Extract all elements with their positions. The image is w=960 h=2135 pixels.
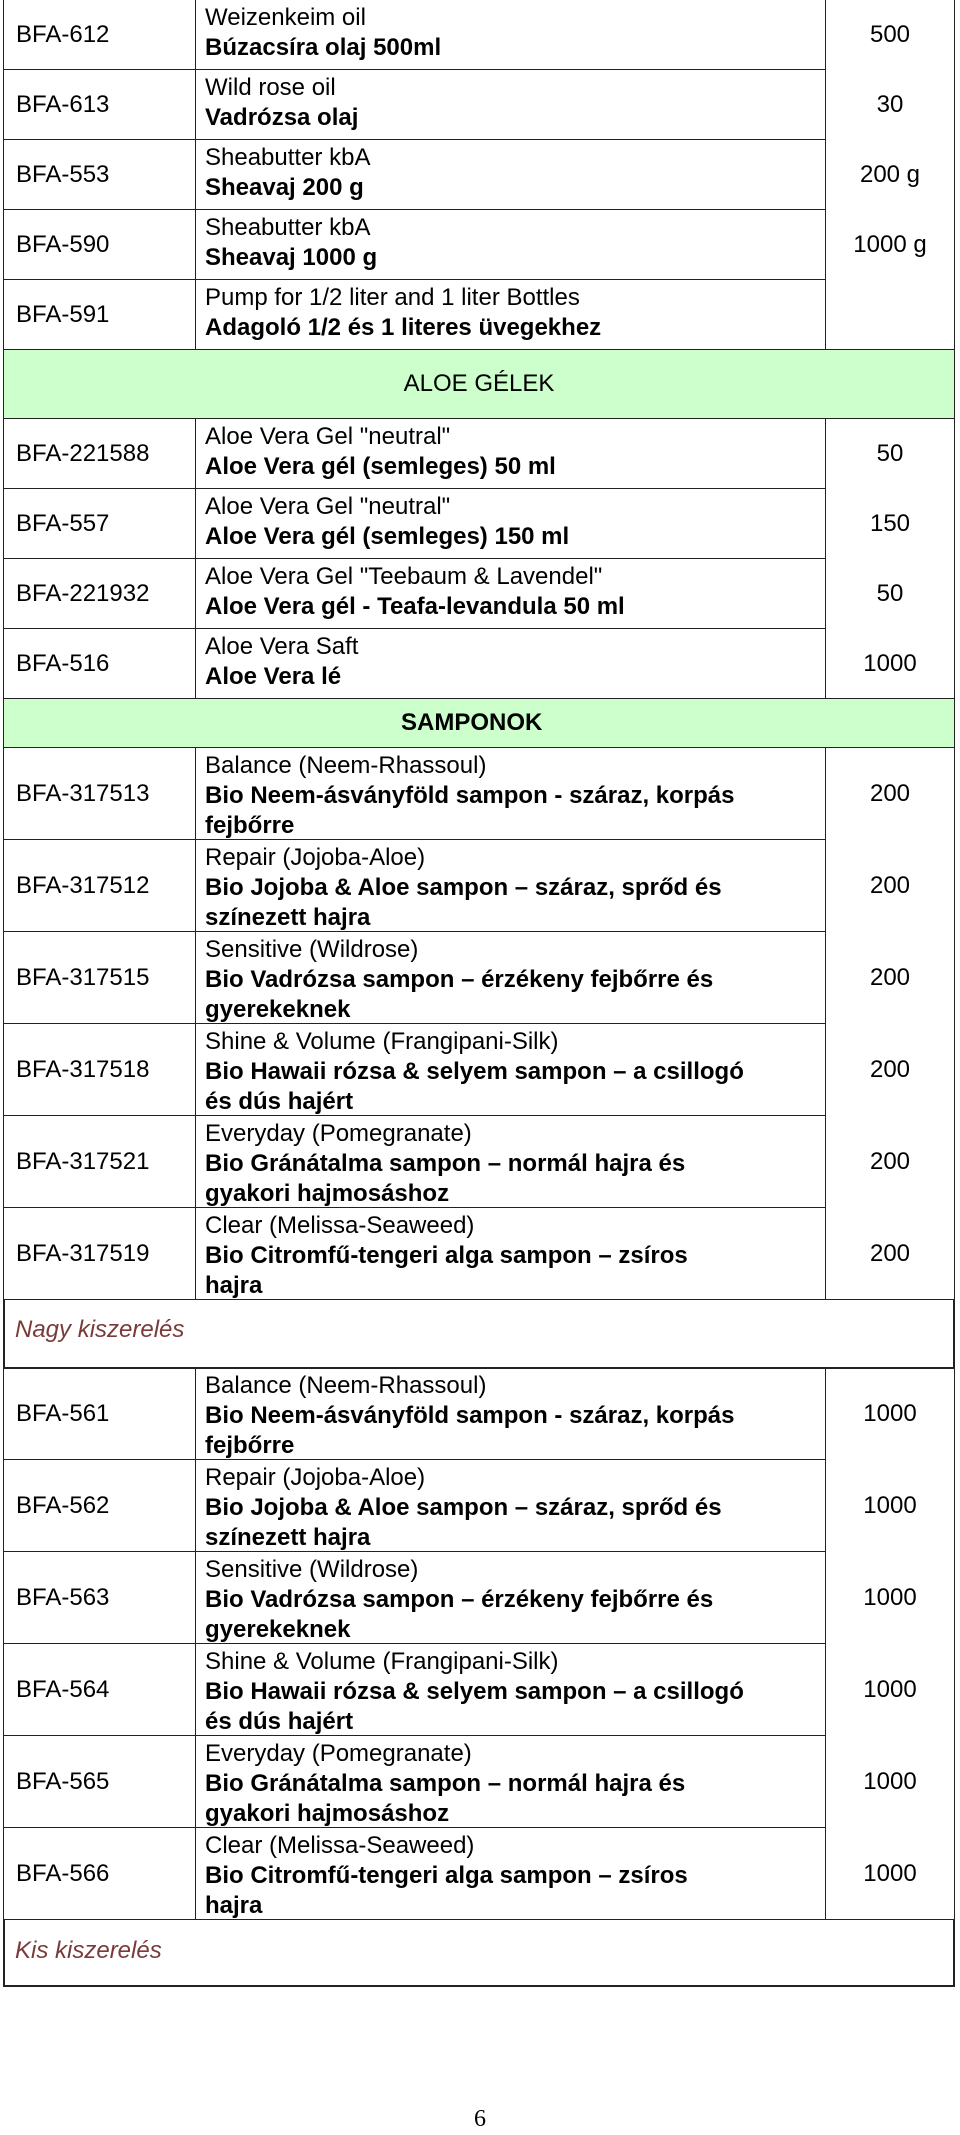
product-name-original: Sensitive (Wildrose) bbox=[205, 1556, 419, 1583]
product-name-hungarian: Aloe Vera gél (semleges) 50 ml bbox=[205, 453, 556, 480]
product-name-original: Sheabutter kbA bbox=[205, 144, 371, 171]
product-description bbox=[196, 419, 825, 489]
product-name-hungarian: Bio Citromfű-tengeri alga sampon – zsíros bbox=[205, 1862, 688, 1889]
product-name-hungarian-cont: színezett hajra bbox=[205, 1524, 371, 1551]
product-description bbox=[196, 1116, 825, 1208]
product-name-hungarian: Bio Neem-ásványföld sampon - száraz, korpás bbox=[205, 1402, 735, 1429]
product-size: 200 bbox=[825, 932, 955, 1024]
product-size: 1000 bbox=[825, 1828, 955, 1920]
product-code: BFA-565 bbox=[3, 1736, 196, 1828]
product-name-hungarian: Sheavaj 1000 g bbox=[205, 244, 378, 271]
product-description bbox=[196, 932, 825, 1024]
product-name-hungarian-cont: és dús hajért bbox=[205, 1708, 354, 1735]
product-code: BFA-317519 bbox=[3, 1208, 196, 1300]
product-size: 200 bbox=[825, 1024, 955, 1116]
product-name-hungarian: Aloe Vera gél - Teafa-levandula 50 ml bbox=[205, 593, 625, 620]
table-row bbox=[3, 1368, 955, 1460]
product-name-original: Pump for 1/2 liter and 1 liter Bottles bbox=[205, 284, 580, 311]
product-name-hungarian-cont: gyakori hajmosáshoz bbox=[205, 1800, 450, 1827]
product-name-hungarian: Bio Hawaii rózsa & selyem sampon – a csillogó bbox=[205, 1678, 744, 1705]
product-code: BFA-317515 bbox=[3, 932, 196, 1024]
section-note-small: Kis kiszerelés bbox=[15, 1937, 162, 1964]
product-description bbox=[196, 559, 825, 629]
table-row bbox=[3, 748, 955, 840]
product-description bbox=[196, 1644, 825, 1736]
product-code: BFA-591 bbox=[3, 280, 196, 350]
product-name-hungarian-cont: fejbőrre bbox=[205, 812, 295, 839]
product-code: BFA-563 bbox=[3, 1552, 196, 1644]
product-name-hungarian: Bio Vadrózsa sampon – érzékeny fejbőrre és bbox=[205, 1586, 714, 1613]
product-name-original: Aloe Vera Gel "Teebaum & Lavendel" bbox=[205, 563, 603, 590]
product-code: BFA-553 bbox=[3, 140, 196, 210]
product-description bbox=[196, 629, 825, 699]
product-description bbox=[196, 1024, 825, 1116]
product-name-original: Sheabutter kbA bbox=[205, 214, 371, 241]
product-name-hungarian: Bio Neem-ásványföld sampon - száraz, korpás bbox=[205, 782, 735, 809]
product-description bbox=[196, 140, 825, 210]
product-code: BFA-564 bbox=[3, 1644, 196, 1736]
product-code: BFA-221588 bbox=[3, 419, 196, 489]
product-code: BFA-317512 bbox=[3, 840, 196, 932]
table-row bbox=[3, 489, 955, 559]
product-description bbox=[196, 0, 825, 70]
table-row bbox=[3, 1460, 955, 1552]
product-code: BFA-516 bbox=[3, 629, 196, 699]
product-name-original: Everyday (Pomegranate) bbox=[205, 1740, 472, 1767]
product-size: 1000 bbox=[825, 1368, 955, 1460]
table-row bbox=[3, 1024, 955, 1116]
table-row bbox=[3, 419, 955, 489]
product-size: 1000 bbox=[825, 1736, 955, 1828]
table-row bbox=[3, 629, 955, 699]
product-name-original: Balance (Neem-Rhassoul) bbox=[205, 752, 487, 779]
product-name-original: Aloe Vera Gel "neutral" bbox=[205, 493, 451, 520]
product-code: BFA-317513 bbox=[3, 748, 196, 840]
table-row bbox=[3, 0, 955, 70]
product-size: 1000 bbox=[825, 629, 955, 699]
product-code: BFA-557 bbox=[3, 489, 196, 559]
product-description bbox=[196, 1736, 825, 1828]
product-size: 200 bbox=[825, 1208, 955, 1300]
section-title: SAMPONOK bbox=[401, 709, 543, 736]
product-name-hungarian: Aloe Vera lé bbox=[205, 663, 342, 690]
product-size: 50 bbox=[825, 419, 955, 489]
product-size: 30 bbox=[825, 70, 955, 140]
table-row bbox=[3, 1644, 955, 1736]
product-name-original: Shine & Volume (Frangipani-Silk) bbox=[205, 1648, 559, 1675]
section-note-large: Nagy kiszerelés bbox=[15, 1316, 185, 1343]
table-row bbox=[3, 1552, 955, 1644]
product-description bbox=[196, 1828, 825, 1920]
frame-line bbox=[3, 1920, 5, 1986]
table-row bbox=[3, 932, 955, 1024]
product-name-original: Aloe Vera Saft bbox=[205, 633, 359, 660]
product-size: 1000 bbox=[825, 1460, 955, 1552]
product-code: BFA-317521 bbox=[3, 1116, 196, 1208]
table-row bbox=[3, 559, 955, 629]
product-name-original: Repair (Jojoba-Aloe) bbox=[205, 844, 426, 871]
product-description bbox=[196, 70, 825, 140]
product-name-hungarian-cont: gyakori hajmosáshoz bbox=[205, 1180, 450, 1207]
product-name-hungarian: Sheavaj 200 g bbox=[205, 174, 364, 201]
product-name-hungarian: Bio Citromfű-tengeri alga sampon – zsíros bbox=[205, 1242, 688, 1269]
product-name-hungarian: Bio Jojoba & Aloe sampon – száraz, sprőd és bbox=[205, 1494, 722, 1521]
product-name-hungarian-cont: hajra bbox=[205, 1272, 263, 1299]
product-description bbox=[196, 840, 825, 932]
product-code: BFA-612 bbox=[3, 0, 196, 70]
product-name-original: Aloe Vera Gel "neutral" bbox=[205, 423, 451, 450]
product-name-hungarian-cont: fejbőrre bbox=[205, 1432, 295, 1459]
product-name-hungarian: Bio Gránátalma sampon – normál hajra és bbox=[205, 1770, 686, 1797]
product-name-hungarian: Bio Jojoba & Aloe sampon – száraz, sprőd és bbox=[205, 874, 722, 901]
product-name-original: Balance (Neem-Rhassoul) bbox=[205, 1372, 487, 1399]
product-code: BFA-221932 bbox=[3, 559, 196, 629]
product-code: BFA-590 bbox=[3, 210, 196, 280]
product-name-hungarian-cont: gyerekeknek bbox=[205, 1616, 351, 1643]
table-row bbox=[3, 1828, 955, 1920]
table-row bbox=[3, 840, 955, 932]
product-name-hungarian-cont: gyerekeknek bbox=[205, 996, 351, 1023]
product-description bbox=[196, 748, 825, 840]
product-size: 50 bbox=[825, 559, 955, 629]
product-name-original: Clear (Melissa-Seaweed) bbox=[205, 1832, 475, 1859]
product-description bbox=[196, 489, 825, 559]
product-name-hungarian: Vadrózsa olaj bbox=[205, 104, 359, 131]
product-size: 200 bbox=[825, 1116, 955, 1208]
table-row bbox=[3, 1736, 955, 1828]
table-row bbox=[3, 140, 955, 210]
frame-line bbox=[953, 1920, 955, 1986]
product-size: 1000 g bbox=[825, 210, 955, 280]
product-description bbox=[196, 1368, 825, 1460]
table-row bbox=[3, 210, 955, 280]
product-description bbox=[196, 1460, 825, 1552]
product-size: 200 bbox=[825, 840, 955, 932]
product-name-original: Everyday (Pomegranate) bbox=[205, 1120, 472, 1147]
frame-line bbox=[3, 1300, 5, 1368]
product-name-hungarian-cont: és dús hajért bbox=[205, 1088, 354, 1115]
product-size: 200 bbox=[825, 748, 955, 840]
frame-line bbox=[953, 1300, 955, 1368]
product-size: 1000 bbox=[825, 1644, 955, 1736]
product-name-hungarian: Bio Hawaii rózsa & selyem sampon – a csillogó bbox=[205, 1058, 744, 1085]
product-name-hungarian: Adagoló 1/2 és 1 literes üvegekhez bbox=[205, 314, 602, 341]
product-name-hungarian: Bio Vadrózsa sampon – érzékeny fejbőrre és bbox=[205, 966, 714, 993]
product-size: 200 g bbox=[825, 140, 955, 210]
table-row bbox=[3, 1116, 955, 1208]
product-name-original: Wild rose oil bbox=[205, 74, 336, 101]
product-name-hungarian: Búzacsíra olaj 500ml bbox=[205, 34, 442, 61]
section-header-sampon bbox=[3, 698, 955, 748]
product-code: BFA-562 bbox=[3, 1460, 196, 1552]
table-row bbox=[3, 1208, 955, 1300]
product-size: 500 bbox=[825, 0, 955, 70]
product-name-hungarian: Aloe Vera gél (semleges) 150 ml bbox=[205, 523, 570, 550]
page-number: 6 bbox=[474, 2106, 486, 2132]
product-name-original: Clear (Melissa-Seaweed) bbox=[205, 1212, 475, 1239]
table-row bbox=[3, 280, 955, 350]
product-code: BFA-566 bbox=[3, 1828, 196, 1920]
product-description bbox=[196, 280, 825, 350]
product-description bbox=[196, 1552, 825, 1644]
section-title: ALOE GÉLEK bbox=[403, 370, 555, 397]
product-name-hungarian-cont: színezett hajra bbox=[205, 904, 371, 931]
product-size bbox=[825, 280, 955, 350]
product-name-original: Sensitive (Wildrose) bbox=[205, 936, 419, 963]
product-name-hungarian: Bio Gránátalma sampon – normál hajra és bbox=[205, 1150, 686, 1177]
product-description bbox=[196, 210, 825, 280]
product-code: BFA-561 bbox=[3, 1368, 196, 1460]
section-header-aloe bbox=[3, 349, 955, 419]
product-name-original: Shine & Volume (Frangipani-Silk) bbox=[205, 1028, 559, 1055]
divider bbox=[3, 1985, 955, 1987]
product-name-original: Repair (Jojoba-Aloe) bbox=[205, 1464, 426, 1491]
product-size: 1000 bbox=[825, 1552, 955, 1644]
product-code: BFA-317518 bbox=[3, 1024, 196, 1116]
table-row bbox=[3, 70, 955, 140]
product-name-original: Weizenkeim oil bbox=[205, 4, 366, 31]
product-description bbox=[196, 1208, 825, 1300]
product-name-hungarian-cont: hajra bbox=[205, 1892, 263, 1919]
product-code: BFA-613 bbox=[3, 70, 196, 140]
product-size: 150 bbox=[825, 489, 955, 559]
